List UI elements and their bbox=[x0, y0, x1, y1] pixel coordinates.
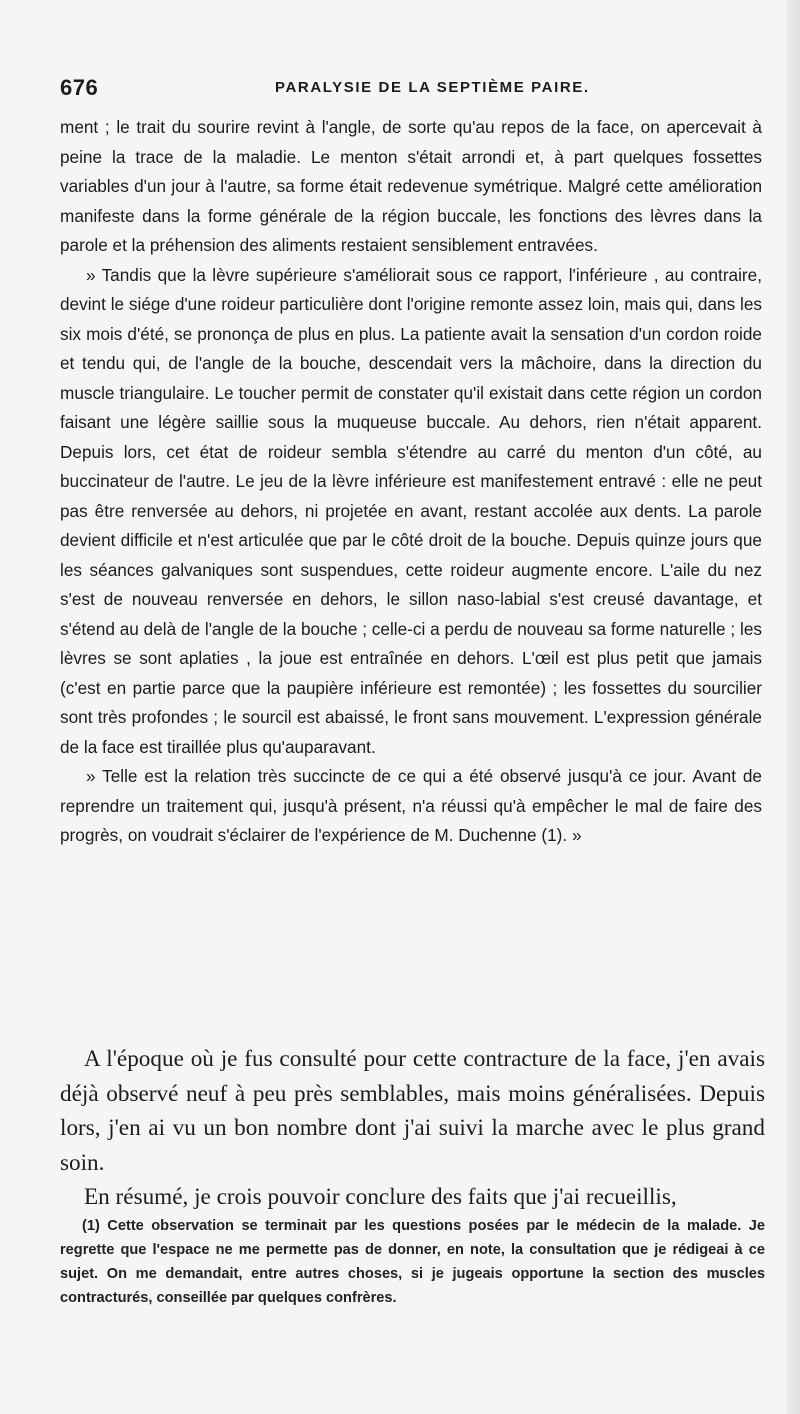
paragraph: A l'époque où je fus consulté pour cette contracture de la face, j'en avais déjà observé neuf à peu près semblables, mais moins généralisées. Depuis lors, j'en ai vu un bon nombre dont j'ai suivi la marche avec le plus grand soin. bbox=[60, 1046, 765, 1176]
page-number: 676 bbox=[60, 75, 99, 100]
paragraph: » Tandis que la lèvre supérieure s'améliorait sous ce rapport, l'inférieure , au contraire, devint le siége d'une roideur particulière dont l'origine remonte assez loin, mais qui, dans les six mois d'été, se prononça de plus en plus. La patiente avait la sensation d'un cordon roide et tendu qui, de l'angle de la bouche, descendait vers la mâchoire, dans la direction du muscle triangulaire. Le toucher permit de constater qu'il existait dans cette région un cordon faisant une légère saillie sous la muqueuse buccale. Au dehors, rien n'était apparent. Depuis lors, cet état de roideur sembla s'étendre au carré du menton d'un côté, au buccinateur de l'autre. Le jeu de la lèvre inférieure est manifestement entravé : elle ne peut pas être renversée au dehors, ni projetée en avant, restant accolée aux dents. La parole devient difficile et n'est articulée que par le côté droit de la bouche. Depuis quinze jours que les séances galvaniques sont suspendues, cette roideur augmente encore. L'aile du nez s'est de nouveau renversée en dehors, le sillon naso-labial s'est creusé davantage, et s'étend au delà de l'angle de la bouche ; celle-ci a perdu de nouveau sa forme naturelle ; les lèvres se sont aplaties , la joue est entraînée en dehors. L'œil est plus petit que jamais (c'est en partie parce que la paupière inférieure est remontée) ; les fossettes du sourcilier sont très profondes ; le sourcil est abaissé, le front sans mouvement. L'expression générale de la face est tiraillée plus qu'auparavant. bbox=[60, 264, 762, 757]
running-title: PARALYSIE DE LA SEPTIÈME PAIRE. bbox=[275, 79, 590, 96]
footnote bbox=[60, 1214, 765, 1310]
quoted-observation bbox=[60, 113, 762, 851]
main-text bbox=[60, 1042, 765, 1215]
page-edge-shadow bbox=[786, 0, 800, 1414]
footnote-text: (1) Cette observation se terminait par les questions posées par le médecin de la malade. Je regrette que l'espace ne me permette pas de donner, en note, la consultation que je rédigeai à ce sujet. On me demandait, entre autres choses, si je jugeais opportune la section des muscles contracturés, conseillée par quelques confrères. bbox=[60, 1218, 765, 1306]
paragraph: ment ; le trait du sourire revint à l'angle, de sorte qu'au repos de la face, on apercevait à peine la trace de la maladie. Le menton s'était arrondi et, à part quelques fossettes variables d'un jour à l'autre, sa forme était redevenue symétrique. Malgré cette amélioration manifeste dans la forme générale de la région buccale, les fonctions des lèvres dans la parole et la préhension des aliments restaient sensiblement entravées. bbox=[60, 117, 762, 255]
paragraph: » Telle est la relation très succincte de ce qui a été observé jusqu'à ce jour. Avant de reprendre un traitement qui, jusqu'à présent, n'a réussi qu'à empêcher le mal de faire des progrès, on voudrait s'éclairer de l'expérience de M. Duchenne (1). » bbox=[60, 766, 762, 845]
page-header bbox=[60, 75, 760, 101]
paragraph: En résumé, je crois pouvoir conclure des faits que j'ai recueillis, bbox=[84, 1184, 677, 1210]
